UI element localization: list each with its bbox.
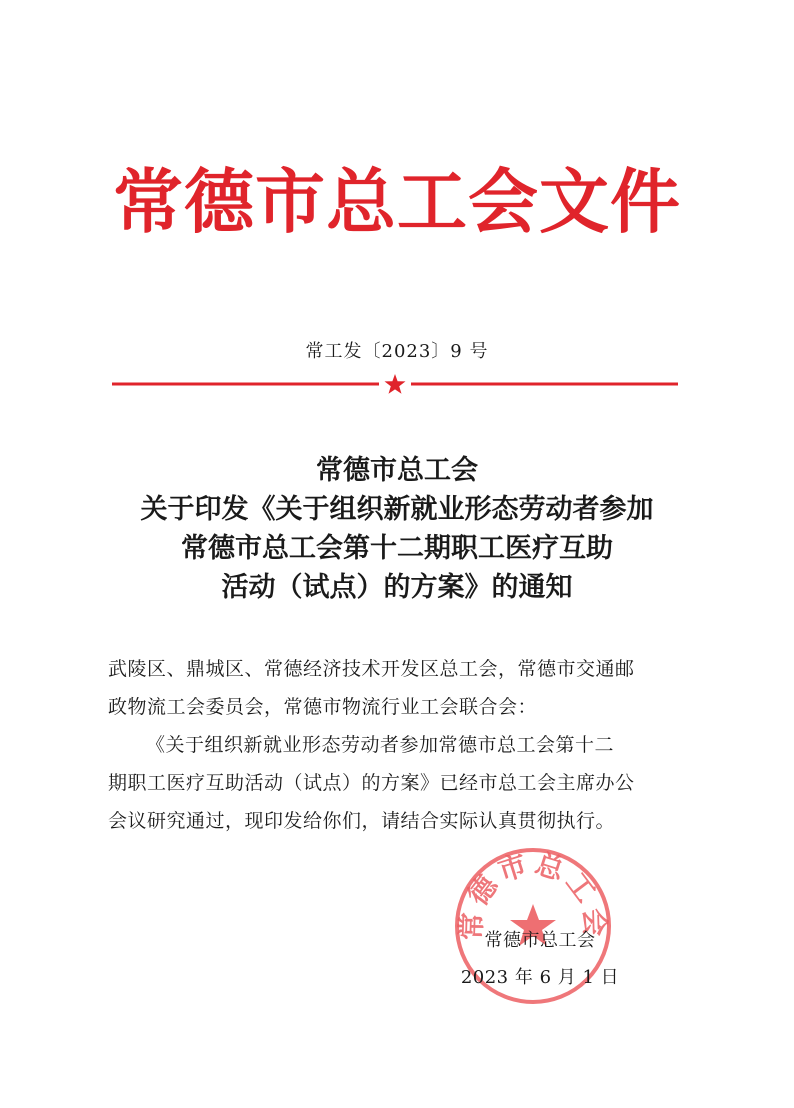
recipients-line-1: 武陵区、鼎城区、常德经济技术开发区总工会，常德市交通邮 [108, 658, 635, 680]
seal-text: 常德市总工会 [454, 846, 612, 941]
signature-date: 2023 年 6 月 1 日 [460, 967, 620, 988]
signature-org: 常德市总工会 [484, 930, 596, 951]
paragraph-line-1: 《关于组织新就业形态劳动者参加常德市总工会第十二 [146, 734, 615, 756]
title-line-1: 常德市总工会 [316, 455, 478, 486]
title-line-3: 常德市总工会第十二期职工医疗互助 [181, 533, 613, 564]
star-icon [385, 374, 406, 394]
title-line-2: 关于印发《关于组织新就业形态劳动者参加 [140, 494, 654, 525]
paragraph-line-3: 会议研究通过，现印发给你们，请结合实际认真贯彻执行。 [108, 810, 616, 832]
header-divider [112, 372, 678, 396]
signature-block [440, 922, 640, 996]
document-header-title: 常德市总工会文件 [113, 160, 681, 243]
paragraph-line-2: 期职工医疗互助活动（试点）的方案》已经市总工会主席办公 [108, 772, 635, 794]
document-body [108, 650, 688, 840]
recipients-line-2: 政物流工会委员会，常德市物流行业工会联合会： [108, 696, 538, 718]
document-number: 常工发〔2023〕9 号 [305, 341, 489, 362]
title-line-4: 活动（试点）的方案》的通知 [221, 572, 573, 603]
document-title [60, 451, 734, 607]
